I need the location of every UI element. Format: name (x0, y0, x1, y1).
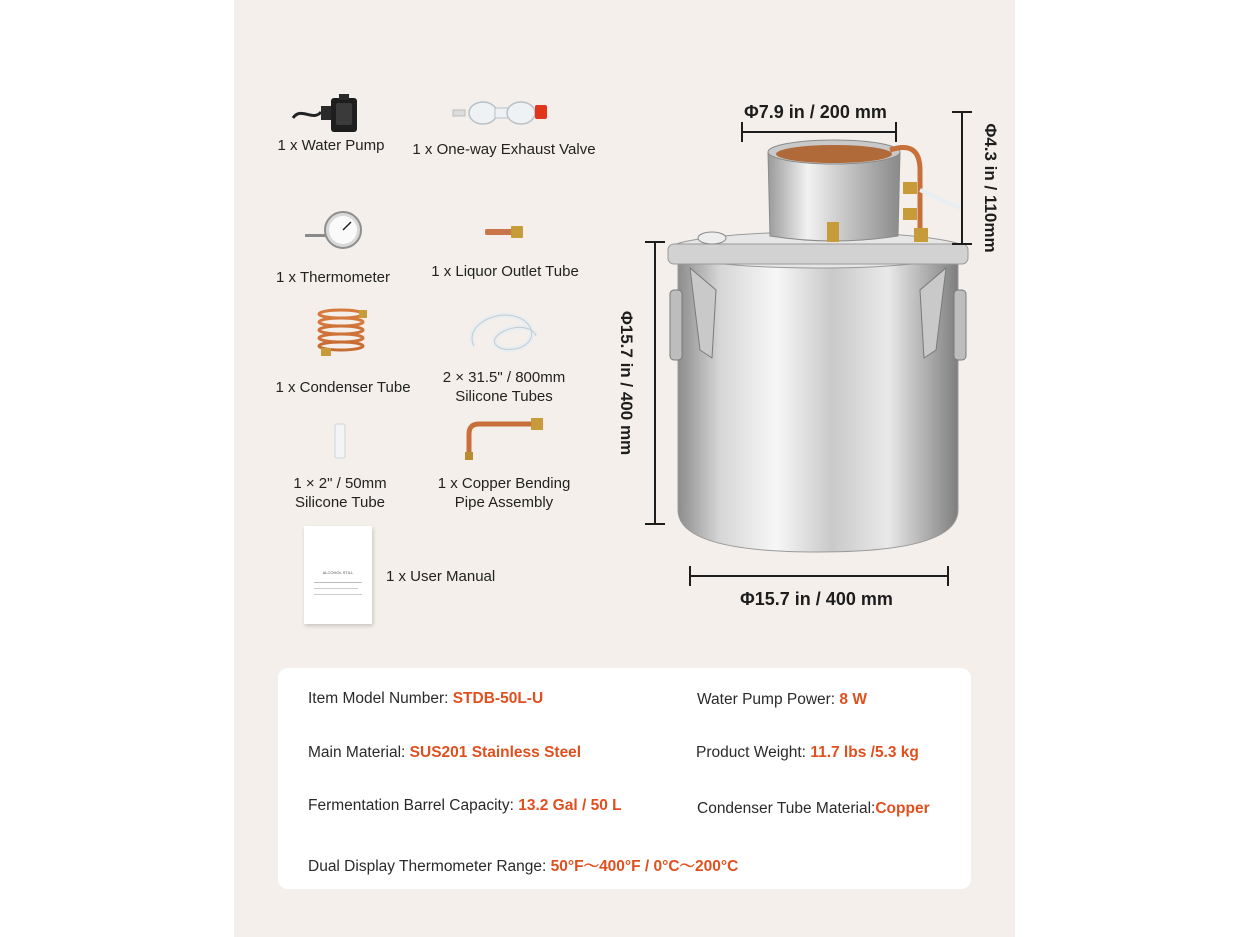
dimension-barrel-width-label: Φ15.7 in / 400 mm (740, 589, 893, 609)
item-label: 1 x One-way Exhaust Valve (412, 141, 596, 158)
spec-pump-power: Water Pump Power: 8 W (697, 691, 867, 708)
spec-main-material: Main Material: SUS201 Stainless Steel (308, 744, 582, 761)
item-label: Silicone Tubes (455, 388, 553, 405)
item-label: 1 x Thermometer (276, 269, 390, 286)
dimension-barrel-width (690, 566, 948, 586)
dimension-top-height-label: Φ4.3 in / 110mm (981, 123, 1000, 253)
item-label: 1 x Water Pump (277, 137, 385, 154)
item-label: 1 x Condenser Tube (275, 379, 411, 396)
barrel (678, 258, 958, 552)
dimension-top-height (952, 112, 972, 244)
manual-title: ALCOHOL STILL (322, 570, 354, 575)
item-label: 1 x User Manual (386, 568, 496, 585)
dimension-top-width-label: Φ7.9 in / 200 mm (744, 102, 887, 122)
dimension-barrel-height-label: Φ15.7 in / 400 mm (617, 310, 636, 456)
item-label: 2 × 31.5" / 800mm (442, 369, 566, 386)
item-label: 1 x Liquor Outlet Tube (431, 263, 579, 280)
spec-thermometer-range: Dual Display Thermometer Range: 50°F～400°F / 0°C～200°C (308, 858, 739, 875)
spec-model-number: Item Model Number: STDB-50L-U (308, 690, 544, 707)
dimension-top-width (742, 122, 896, 142)
specs-card (278, 668, 971, 889)
item-label: Silicone Tube (294, 494, 386, 511)
spec-condenser-material: Condenser Tube Material:Copper (697, 800, 930, 817)
item-label: 1 x Copper Bending (437, 475, 571, 492)
spec-barrel-capacity: Fermentation Barrel Capacity: 13.2 Gal / 50 L (308, 797, 622, 814)
dimension-barrel-height (645, 242, 665, 524)
item-label: Pipe Assembly (454, 494, 554, 511)
item-label: 1 × 2" / 50mm (293, 475, 387, 492)
spec-product-weight: Product Weight: 11.7 lbs /5.3 kg (696, 744, 919, 761)
